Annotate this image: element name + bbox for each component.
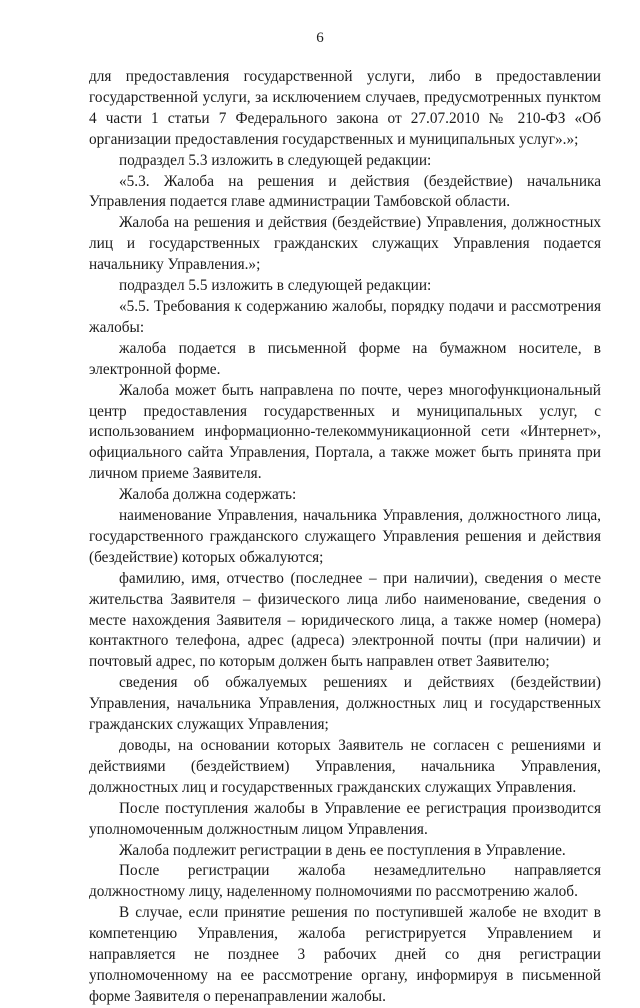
paragraph-5-3-second: Жалоба на решения и действия (бездействие) Управления, должностных лиц и государственных гражданских служащих Управления подается начальнику Управления.»; [89,214,601,274]
paragraph-registration: После поступления жалобы в Управление ее регистрация производится уполномоченным должностным лицом Управления. [89,799,601,838]
paragraph-item-name: наименование Управления, начальника Управления, должностного лица, государственного гражданского служащего Управления решения и действия (бездействие) которых обжалуются; [89,507,601,566]
paragraph-competence: В случае, если принятие решения по поступившей жалобе не входит в компетенцию Управления, жалоба регистрируется Управлением и направляется не позднее 3 рабочих дней со дня регистрации уполномоченному на ее рассмотрение органу, информируя в письменной форме Заявителя о перенаправлении жалобы. [89,904,601,1005]
paragraph-registration-day: Жалоба подлежит регистрации в день ее поступления в Управление. [119,841,566,859]
paragraph-delivery-methods: Жалоба может быть направлена по почте, через многофункциональный центр предоставления государственных и муниципальных услуг, с использованием информационно-телекоммуникационной сети «Интернет», официального сайта Управления, Портала, а также может быть принята при личном приеме Заявителя. [89,381,601,483]
paragraph-5-3: «5.3. Жалоба на решения и действия (бездействие) начальника Управления подается главе администрации Тамбовской области. [89,172,601,211]
paragraph-subsection-5-3-instruction: подраздел 5.3 изложить в следующей редакции: [119,151,432,169]
page-number: 6 [316,30,324,46]
paragraph-after-registration: После регистрации жалоба незамедлительно направляется должностному лицу, наделенному полномочиями по рассмотрению жалоб. [89,862,601,901]
paragraph-written-form: жалоба подается в письменной форме на бумажном носителе, в электронной форме. [89,339,601,378]
document-body [89,67,601,1008]
paragraph-must-contain: Жалоба должна содержать: [119,486,297,504]
paragraph-item-applicant: фамилию, имя, отчество (последнее – при наличии), сведения о месте жительства Заявителя – физического лица либо наименование, сведения о месте нахождения Заявителя – юридического лица, а также номер (номера) контактного телефона, адрес (адреса) электронной почты (при наличии) и почтовый адрес, по которым должен быть направлен ответ Заявителю; [89,569,601,671]
paragraph-item-appealed: сведения об обжалуемых решениях и действиях (бездействии) Управления, начальника Управления, должностных лиц и государственных гражданских служащих Управления; [89,674,601,734]
paragraph-item-arguments: доводы, на основании которых Заявитель не согласен с решениями и действиями (бездействием) Управления, начальника Управления, должностных лиц и государственных гражданских служащих Управления. [89,737,601,796]
paragraph-continuation: для предоставления государственной услуги, либо в предоставлении государственной услуги, за исключением случаев, предусмотренных пунктом 4 части 1 статьи 7 Федерального закона от 27.07.2010 № 210-ФЗ «Об организации предоставления государственных и муниципальных услуг».»; [89,68,601,148]
paragraph-5-5: «5.5. Требования к содержанию жалобы, порядку подачи и рассмотрения жалобы: [89,297,601,336]
paragraph-subsection-5-5-instruction: подраздел 5.5 изложить в следующей редакции: [119,277,432,295]
